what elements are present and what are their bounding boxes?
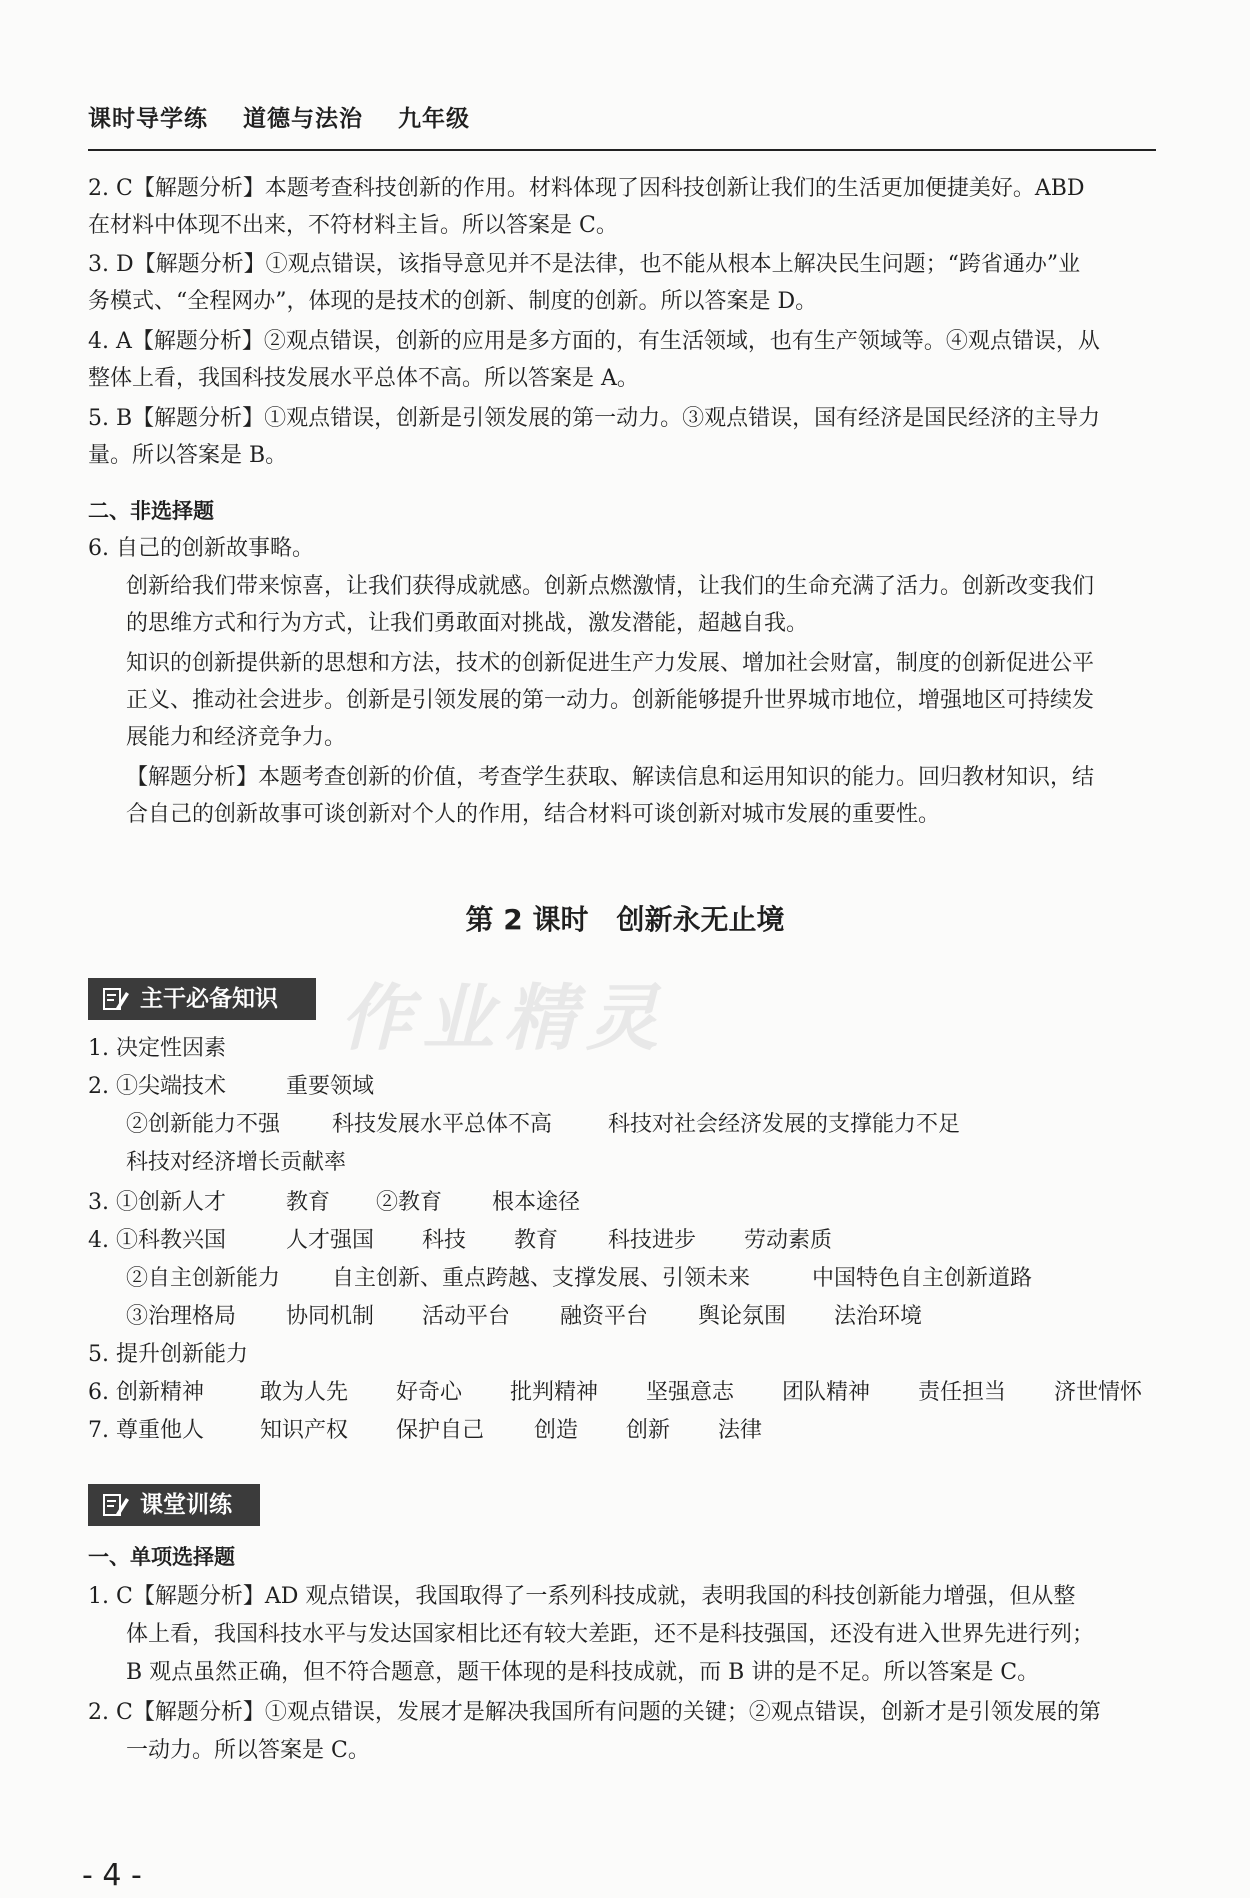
- answer-line: 【解题分析】本题考查创新的价值，考查学生获取、解读信息和运用知识的能力。回归教材知识，结: [126, 765, 1095, 790]
- training-banner-label: 课堂训练: [140, 1492, 232, 1518]
- header-grade: 九年级: [398, 106, 471, 132]
- knowledge-item: 1. 决定性因素: [88, 1036, 226, 1061]
- knowledge-item: 创新: [626, 1418, 671, 1443]
- knowledge-item: 知识产权: [260, 1418, 349, 1443]
- section-title-nonchoice: 二、非选择题: [88, 499, 214, 523]
- knowledge-item: 2. ①尖端技术: [88, 1074, 226, 1099]
- knowledge-item: 教育: [514, 1228, 559, 1253]
- answer-line: 的思维方式和行为方式，让我们勇敢面对挑战，激发潜能，超越自我。: [126, 611, 809, 636]
- knowledge-item: 协同机制: [286, 1304, 375, 1329]
- answer-line: 2. C【解题分析】①观点错误，发展才是解决我国所有问题的关键；②观点错误，创新才是引领发展的第: [88, 1700, 1101, 1725]
- answer-line: 展能力和经济竞争力。: [126, 725, 347, 750]
- knowledge-item: 自主创新、重点跨越、支撑发展、引领未来: [332, 1266, 751, 1291]
- answer-line: 整体上看，我国科技发展水平总体不高。所以答案是 A。: [88, 366, 639, 391]
- answer-line: 4. A【解题分析】②观点错误，创新的应用是多方面的，有生活领域，也有生产领域等。④观点错误，从: [88, 329, 1100, 354]
- notebook-pencil-icon: [102, 1492, 130, 1518]
- knowledge-item: 3. ①创新人才: [88, 1190, 226, 1215]
- knowledge-item: ②创新能力不强: [126, 1112, 281, 1137]
- answer-line: 一动力。所以答案是 C。: [126, 1738, 370, 1763]
- knowledge-item: 好奇心: [396, 1380, 463, 1405]
- answer-line: 5. B【解题分析】①观点错误，创新是引领发展的第一动力。③观点错误，国有经济是国民经济的主导力: [88, 406, 1101, 431]
- knowledge-item: 中国特色自主创新道路: [812, 1266, 1033, 1291]
- knowledge-item: 法律: [718, 1418, 763, 1443]
- knowledge-item: 创造: [534, 1418, 579, 1443]
- knowledge-item: 4. ①科教兴国: [88, 1228, 226, 1253]
- knowledge-item: 人才强国: [286, 1228, 375, 1253]
- page-header: [88, 100, 496, 133]
- knowledge-banner-label: 主干必备知识: [140, 986, 278, 1012]
- knowledge-item: 团队精神: [782, 1380, 871, 1405]
- lesson-title: 第 2 课时 创新永无止境: [465, 903, 785, 936]
- answer-line: 1. C【解题分析】AD 观点错误，我国取得了一系列科技成就，表明我国的科技创新能力增强，但从整: [88, 1584, 1076, 1609]
- answer-line: 知识的创新提供新的思想和方法，技术的创新促进生产力发展、增加社会财富，制度的创新促进公平: [126, 651, 1095, 676]
- answer-line: 正义、推动社会进步。创新是引领发展的第一动力。创新能够提升世界城市地位，增强地区可持续发: [126, 688, 1095, 713]
- section-title-single-choice: 一、单项选择题: [88, 1545, 235, 1569]
- knowledge-item: 责任担当: [918, 1380, 1007, 1405]
- knowledge-item: 科技对经济增长贡献率: [126, 1150, 347, 1175]
- knowledge-item: 舆论氛围: [698, 1304, 787, 1329]
- knowledge-item: 教育: [286, 1190, 331, 1215]
- knowledge-item: 济世情怀: [1054, 1380, 1143, 1405]
- knowledge-item: 敢为人先: [260, 1380, 349, 1405]
- knowledge-item: 根本途径: [492, 1190, 581, 1215]
- knowledge-item: 科技进步: [608, 1228, 697, 1253]
- answer-line: B 观点虽然正确，但不符合题意，题干体现的是科技成就，而 B 讲的是不足。所以答案是 C。: [126, 1660, 1040, 1685]
- knowledge-item: 6. 创新精神: [88, 1380, 204, 1405]
- header-rule: [88, 149, 1156, 151]
- answer-line: 6. 自己的创新故事略。: [88, 536, 314, 561]
- knowledge-item: 5. 提升创新能力: [88, 1342, 248, 1367]
- header-subject: 道德与法治: [243, 106, 364, 132]
- answer-line: 合自己的创新故事可谈创新对个人的作用，结合材料可谈创新对城市发展的重要性。: [126, 802, 941, 827]
- knowledge-item: 科技对社会经济发展的支撑能力不足: [608, 1112, 961, 1137]
- knowledge-item: ③治理格局: [126, 1304, 237, 1329]
- knowledge-item: 科技发展水平总体不高: [332, 1112, 553, 1137]
- knowledge-item: 科技: [422, 1228, 467, 1253]
- knowledge-item: ②教育: [376, 1190, 443, 1215]
- knowledge-item: 劳动素质: [744, 1228, 833, 1253]
- knowledge-item: 7. 尊重他人: [88, 1418, 204, 1443]
- knowledge-item: ②自主创新能力: [126, 1266, 281, 1291]
- answer-line: 体上看，我国科技水平与发达国家相比还有较大差距，还不是科技强国，还没有进入世界先进行列；: [126, 1622, 1095, 1647]
- notebook-pencil-icon: [102, 986, 130, 1012]
- knowledge-item: 保护自己: [396, 1418, 485, 1443]
- answer-line: 量。所以答案是 B。: [88, 443, 288, 468]
- knowledge-banner: [88, 978, 316, 1020]
- watermark: 作业精灵: [340, 976, 669, 1060]
- knowledge-item: 法治环境: [834, 1304, 923, 1329]
- answer-line: 3. D【解题分析】①观点错误，该指导意见并不是法律，也不能从根本上解决民生问题；“跨省通办”业: [88, 252, 1081, 277]
- answer-line: 创新给我们带来惊喜，让我们获得成就感。创新点燃激情，让我们的生命充满了活力。创新改变我们: [126, 574, 1095, 599]
- knowledge-item: 重要领域: [286, 1074, 375, 1099]
- answer-line: 务模式、“全程网办”，体现的是技术的创新、制度的创新。所以答案是 D。: [88, 289, 818, 314]
- answer-line: 2. C【解题分析】本题考查科技创新的作用。材料体现了因科技创新让我们的生活更加便捷美好。ABD: [88, 176, 1085, 201]
- header-series: 课时导学练: [88, 106, 208, 132]
- knowledge-item: 批判精神: [510, 1380, 599, 1405]
- answer-line: 在材料中体现不出来，不符材料主旨。所以答案是 C。: [88, 213, 618, 238]
- page-number: - 4 -: [82, 1858, 142, 1893]
- knowledge-item: 融资平台: [560, 1304, 649, 1329]
- training-banner: [88, 1484, 260, 1526]
- knowledge-item: 坚强意志: [646, 1380, 735, 1405]
- knowledge-item: 活动平台: [422, 1304, 511, 1329]
